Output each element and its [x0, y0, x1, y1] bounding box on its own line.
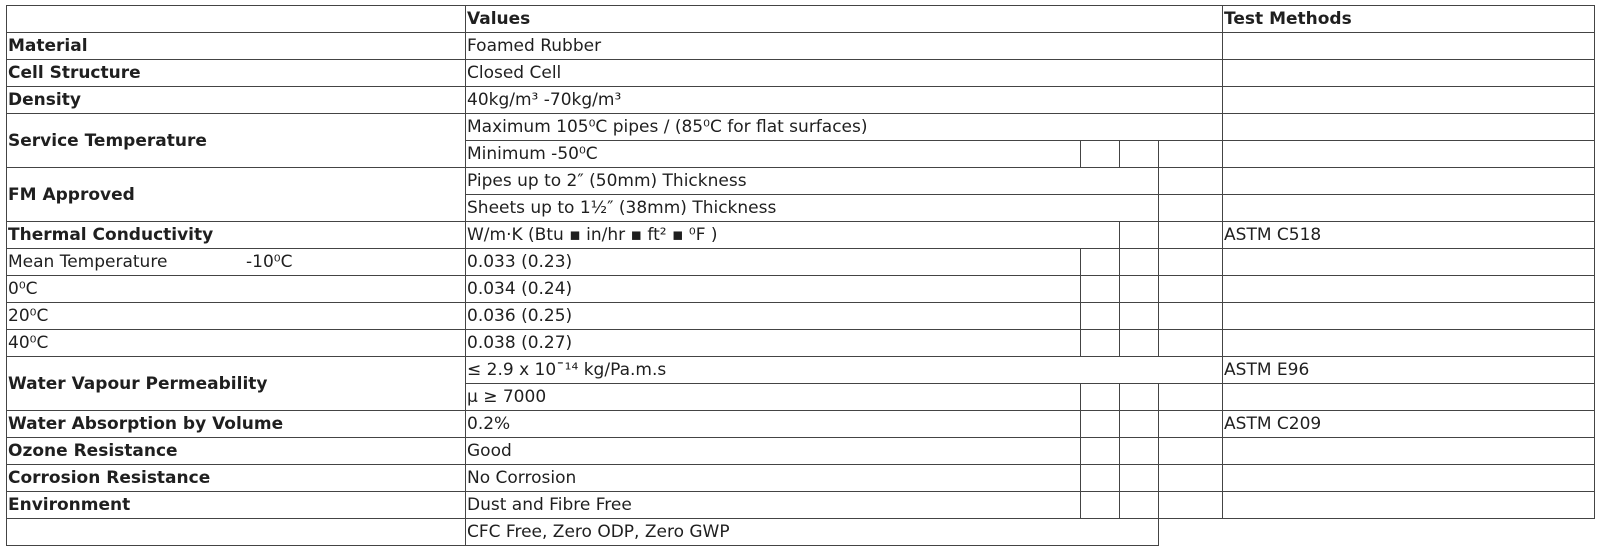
- mean-temp-3-value: 0.036 (0.25): [466, 303, 1081, 330]
- empty-cell: [1120, 222, 1159, 249]
- environment-value-2: CFC Free, Zero ODP, Zero GWP: [466, 519, 1159, 546]
- empty-cell: [1120, 438, 1159, 465]
- empty-cell: [1159, 519, 1595, 546]
- cell-structure-label: Cell Structure: [7, 60, 466, 87]
- environment-label: Environment: [7, 492, 466, 519]
- empty-cell: [1081, 141, 1120, 168]
- empty-cell: [1081, 249, 1120, 276]
- empty-cell: [1159, 492, 1223, 519]
- empty-cell: [1223, 438, 1595, 465]
- empty-cell: [1120, 330, 1159, 357]
- material-label: Material: [7, 33, 466, 60]
- empty-cell: [1223, 303, 1595, 330]
- empty-cell: [1223, 492, 1595, 519]
- empty-cell: [1159, 276, 1223, 303]
- empty-cell: [1120, 141, 1159, 168]
- ozone-value: Good: [466, 438, 1081, 465]
- empty-cell: [1120, 276, 1159, 303]
- empty-cell: [1081, 438, 1120, 465]
- empty-cell: [1159, 330, 1223, 357]
- corrosion-value: No Corrosion: [466, 465, 1081, 492]
- ozone-label: Ozone Resistance: [7, 438, 466, 465]
- environment-value-1: Dust and Fibre Free: [466, 492, 1081, 519]
- table-row-environment: [7, 492, 1595, 519]
- density-value: 40kg/m³ -70kg/m³: [466, 87, 1223, 114]
- empty-cell: [1120, 384, 1159, 411]
- empty-cell: [1081, 411, 1120, 438]
- empty-cell: [1081, 465, 1120, 492]
- table-row-water-vapour: [7, 357, 1595, 384]
- empty-cell: [1223, 465, 1595, 492]
- empty-cell: [1120, 465, 1159, 492]
- empty-cell: [1223, 141, 1595, 168]
- table-row-density: [7, 87, 1595, 114]
- water-absorption-label: Water Absorption by Volume: [7, 411, 466, 438]
- properties-table: [6, 5, 1595, 546]
- mean-temperature-label: [7, 249, 466, 276]
- material-value: Foamed Rubber: [466, 33, 1223, 60]
- table-row-service-temperature: [7, 114, 1595, 141]
- mean-temp-3-label: 20⁰C: [7, 303, 466, 330]
- empty-cell: [1159, 168, 1223, 195]
- empty-cell: [1223, 195, 1595, 222]
- table-row-water-absorption: [7, 411, 1595, 438]
- empty-cell: [1081, 384, 1120, 411]
- mean-temp-2-value: 0.034 (0.24): [466, 276, 1081, 303]
- empty-cell: [1223, 249, 1595, 276]
- mean-temp-1-label: -10⁰C: [246, 252, 293, 272]
- table-header-row: [7, 6, 1595, 33]
- fm-approved-method: [1223, 168, 1595, 195]
- table-row-mean-temp-4: [7, 330, 1595, 357]
- corrosion-label: Corrosion Resistance: [7, 465, 466, 492]
- fm-approved-pipes: Pipes up to 2″ (50mm) Thickness: [466, 168, 1159, 195]
- empty-cell: [1159, 195, 1223, 222]
- table-row-corrosion: [7, 465, 1595, 492]
- empty-cell: [1159, 222, 1223, 249]
- empty-cell: [1223, 384, 1595, 411]
- empty-cell: [1159, 141, 1223, 168]
- thermal-conductivity-method: ASTM C518: [1223, 222, 1595, 249]
- header-values: Values: [466, 6, 1223, 33]
- water-vapour-method: ASTM E96: [1223, 357, 1595, 384]
- table-row-mean-temp-1: [7, 249, 1595, 276]
- empty-cell: [1120, 411, 1159, 438]
- cell-structure-value: Closed Cell: [466, 60, 1223, 87]
- thermal-conductivity-unit: W/m·K (Btu ▪ in/hr ▪ ft² ▪ ⁰F ): [466, 222, 1120, 249]
- mean-temp-2-label: 0⁰C: [7, 276, 466, 303]
- density-label: Density: [7, 87, 466, 114]
- thermal-conductivity-label: Thermal Conductivity: [7, 222, 466, 249]
- service-temperature-method: [1223, 114, 1595, 141]
- empty-cell: [1159, 411, 1223, 438]
- table-row-mean-temp-3: [7, 303, 1595, 330]
- empty-cell: [1081, 303, 1120, 330]
- empty-cell: [1159, 465, 1223, 492]
- empty-cell: [1120, 249, 1159, 276]
- mean-temp-4-value: 0.038 (0.27): [466, 330, 1081, 357]
- table-row-environment-2: [7, 519, 1595, 546]
- empty-cell: [1223, 276, 1595, 303]
- table-row-mean-temp-2: [7, 276, 1595, 303]
- mean-temp-1-value: 0.033 (0.23): [466, 249, 1081, 276]
- fm-approved-label: FM Approved: [7, 168, 466, 222]
- service-temperature-label: Service Temperature: [7, 114, 466, 168]
- header-test-methods: Test Methods: [1223, 6, 1595, 33]
- empty-cell: [1159, 249, 1223, 276]
- empty-cell: [1159, 384, 1223, 411]
- empty-cell: [1120, 303, 1159, 330]
- fm-approved-sheets: Sheets up to 1½″ (38mm) Thickness: [466, 195, 1159, 222]
- water-vapour-value-2: µ ≥ 7000: [466, 384, 1081, 411]
- water-vapour-label: Water Vapour Permeability: [7, 357, 466, 411]
- table-row-ozone: [7, 438, 1595, 465]
- empty-cell: [1081, 330, 1120, 357]
- table-row-material: [7, 33, 1595, 60]
- mean-temp-4-label: 40⁰C: [7, 330, 466, 357]
- cell-structure-method: [1223, 60, 1595, 87]
- mean-temperature-title: Mean Temperature: [8, 252, 168, 272]
- table-row-cell-structure: [7, 60, 1595, 87]
- water-absorption-method: ASTM C209: [1223, 411, 1595, 438]
- empty-cell: [1081, 492, 1120, 519]
- empty-cell: [7, 519, 466, 546]
- density-method: [1223, 87, 1595, 114]
- water-vapour-value-1: ≤ 2.9 x 10¯¹⁴ kg/Pa.m.s: [466, 357, 1223, 384]
- material-method: [1223, 33, 1595, 60]
- empty-cell: [1159, 438, 1223, 465]
- empty-cell: [1120, 492, 1159, 519]
- header-corner-cell: [7, 6, 466, 33]
- empty-cell: [1223, 330, 1595, 357]
- service-temperature-min: Minimum -50⁰C: [466, 141, 1081, 168]
- water-absorption-value: 0.2%: [466, 411, 1081, 438]
- empty-cell: [1159, 303, 1223, 330]
- empty-cell: [1081, 276, 1120, 303]
- table-row-fm-approved: [7, 168, 1595, 195]
- service-temperature-max: Maximum 105⁰C pipes / (85⁰C for flat surfaces): [466, 114, 1223, 141]
- table-row-thermal-conductivity: [7, 222, 1595, 249]
